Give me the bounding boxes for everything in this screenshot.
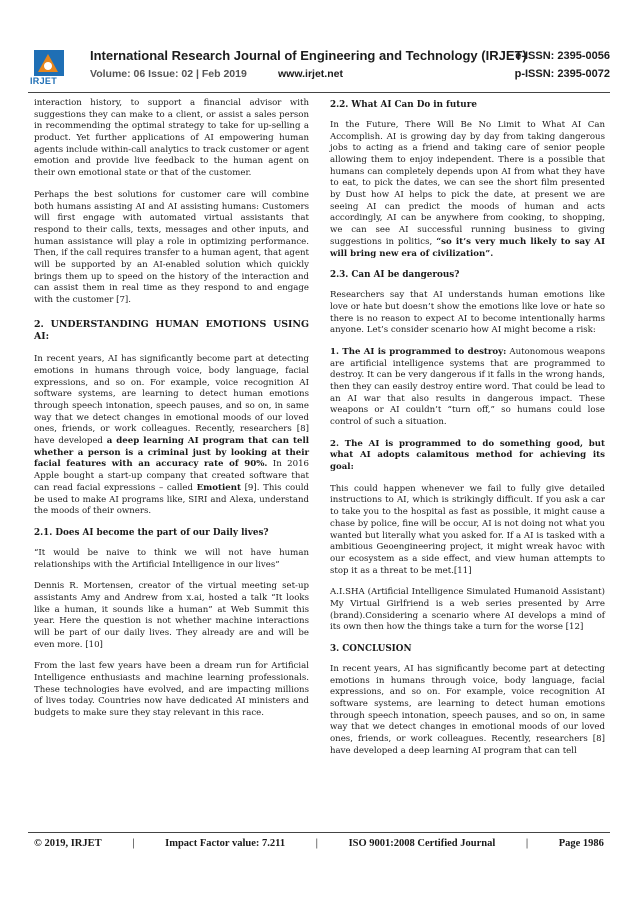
page-footer: [34, 838, 604, 849]
footer-separator: |: [132, 838, 135, 849]
subsection-heading: 2.1. Does AI become the part of our Daily lives?: [34, 527, 269, 538]
paragraph: Researchers say that AI understands human emotions like love or hate but doesn’t show the emotions like love or hate so there is no reason to expect AI to become intentionally harms anyone. Let’s consider scenario how AI might become a risk:: [330, 290, 605, 336]
copyright: © 2019, IRJET: [34, 838, 102, 849]
paragraph: 1. The AI is programmed to destroy: Autonomous weapons are artificial intelligence systems that are programmed to destroy. It can be very dangerous if it falls in the wrong hands, then they can easily destroy entire word. That could be lead to an AI war that also results in dangerous impact. These weapons or AI couldn’t “turn off,” so humans could lose control of such a situation.: [330, 346, 605, 428]
paragraph-bold: 2. The AI is programmed to do something good, but what AI adopts calamitous method for achieving its goal:: [330, 438, 605, 473]
page-header: [28, 46, 610, 92]
paragraph: This could happen whenever we fail to fully give detailed instructions to AI, which is strikingly difficult. If you ask a car to take you to the hospital as fast as possible, it might cause a chase by police, fine will be occur, AI is not doing not what you wanted but literally what you asked for. If a AI is tasked with a ambitious Geoengineering project, it might wreak havoc with our ecosystem as a side effect, and view human attempts to stop it as a threat to be met.[11]: [330, 483, 605, 576]
paragraph: Perhaps the best solutions for customer care will combine both humans assisting AI and AI assisting humans: Customers will first engage with automated virtual assistants that respond to their calls, texts, messages and other inputs, and human assistance will play a role in optimizing performance. Then, if the call requires transfer to a human agent, that agent will be supported by an AI-enabled solution which quickly brings them up to speed on the history of the interaction and can assist them in real time as they respond to and engage with the customer [7].: [34, 189, 310, 305]
subsection-heading: 2.2. What AI Can Do in future: [330, 100, 477, 110]
volume-info: Volume: 06 Issue: 02 | Feb 2019: [90, 68, 247, 80]
page-number: Page 1986: [558, 838, 604, 849]
impact-factor: Impact Factor value: 7.211: [165, 838, 286, 849]
p-issn: p-ISSN: 2395-0072: [514, 68, 610, 80]
iso-cert: ISO 9001:2008 Certified Journal: [348, 838, 496, 849]
paragraph: A.I.SHA (Artificial Intelligence Simulated Humanoid Assistant) My Virtual Girlfriend is a web series presented by Arre (brand).Considering a scenario where AI develops a mind of its own then how the things take a turn for the worse [12]: [330, 587, 605, 633]
section-heading: 2. UNDERSTANDING HUMAN EMOTIONS USING AI:: [34, 318, 309, 343]
section-heading: 3. CONCLUSION: [330, 644, 412, 655]
quote: “It would be naive to think we will not have human relationships with the Artificial Intelligence in our lives”: [34, 547, 309, 570]
subsection-heading: 2.3. Can AI be dangerous?: [330, 270, 460, 281]
footer-divider: [28, 832, 610, 833]
paragraph: From the last few years have been a dream run for Artificial Intelligence enthusiasts and machine learning professionals. These technologies have evolved, and are impacting millions of lives today. Countries now have dedicated AI ministers and budgets to make sure they stay relevant in this race.: [34, 661, 309, 719]
paragraph: interaction history, to support a financial advisor with suggestions they can make to a client, or assist a sales person in recommending the optimal strategy to take for up-selling a product. Yet further applications of AI empowering human agents include within-call analytics to track customer or agent emotion and provide live feedback to the human agent on their own emotional state or that of the customer.: [34, 98, 309, 179]
footer-separator: |: [525, 838, 529, 849]
paragraph: In the Future, There Will Be No Limit to What AI Can Accomplish. AI is growing day by day from taking dangerous jobs to acting as a friend and taking care of senior people allowing them to enjoy independent. There is a possible that humans can completely depends upon AI from what they have to eat, to pick the dates, we can see the short film presented by Dust how AI helps to pick the date, at present we are seeing AI can predict the moods of human and acts accordingly, AI can be anywhere from cooking, to shopping, we can see AI successful running business to giving suggestions in politics, “so it’s very much likely to say AI will bring new era of civilization”.: [330, 119, 605, 259]
paragraph: In recent years, AI has significantly become part at detecting emotions in humans through voice, body language, facial expressions, and so on. For example, voice recognition AI software systems, are learning to detect human emotions through speech intonation, speech pauses, and so on, in same way that we detect changes in emotional moods of our loved ones, friends, or work colleagues. Recently, researchers [8] have developed a deep learning AI program that can tell: [330, 663, 605, 756]
logo-text: IRJET: [30, 76, 58, 86]
footer-separator: |: [315, 838, 318, 849]
right-column: [330, 98, 605, 767]
journal-title: International Research Journal of Engineering and Technology (IRJET): [90, 48, 527, 63]
paragraph: Dennis R. Mortensen, creator of the virtual meeting set-up assistants Amy and Andrew from x.ai, hosted a talk “It looks like a human, it sounds like a human” at Web Summit this year. Here the question is not whether machine interactions will be part of our daily lives. They already are and will be even more. [10]: [34, 581, 309, 650]
website-link[interactable]: www.irjet.net: [278, 68, 343, 80]
left-column: [34, 98, 309, 730]
e-issn: e-ISSN: 2395-0056: [515, 50, 610, 62]
header-divider: [28, 92, 610, 93]
paragraph: In recent years, AI has significantly become part at detecting emotions in humans through voice, body language, facial expressions, and so on. For example, voice recognition AI software systems, are learning to detect human emotions through speech intonation, speech pauses, and so on, in same way that we detect changes in emotional moods of our loved ones, friends, or work colleagues. Recently, researchers [8] have developed a deep learning AI program that can tell whether a person is a criminal just by looking at their facial features with an accuracy rate of 90%. In 2016 Apple bought a start-up company that created software that can read facial expressions – called Emotient [9]. This could be used to make AI programs like, SIRI and Alexa, understand the moods of their owners.: [34, 354, 310, 517]
